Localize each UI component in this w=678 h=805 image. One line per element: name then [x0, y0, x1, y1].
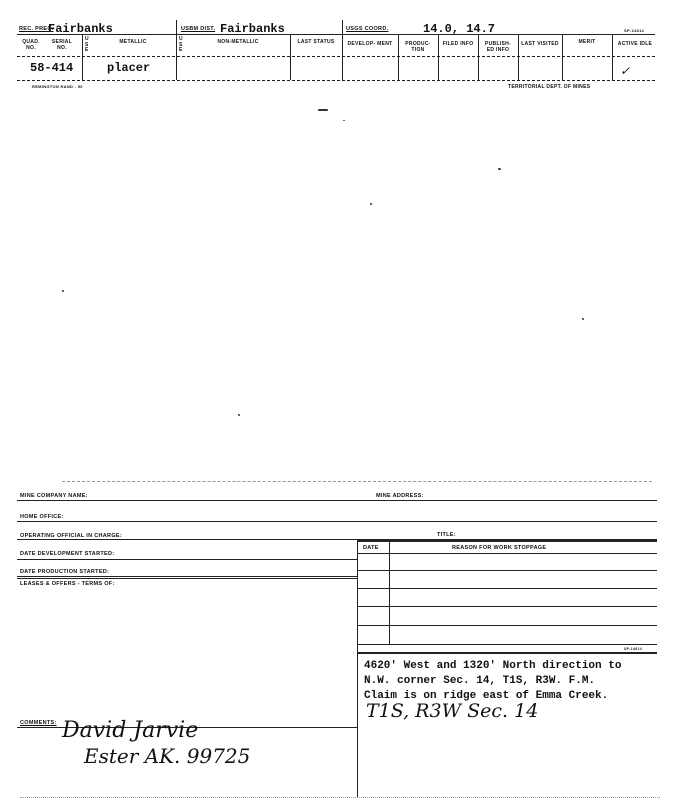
location-note-line-1: 4620' West and 1320' North direction to: [364, 660, 622, 672]
stoppage-row-2: [357, 588, 657, 589]
col-non-metallic: NON-METALLIC: [217, 39, 259, 45]
stoppage-bottom: [357, 652, 657, 654]
col-last-status: LAST STATUS: [297, 39, 335, 45]
speck: [370, 203, 372, 205]
mine-address-label: MINE ADDRESS:: [376, 493, 424, 499]
metallic-value: placer: [107, 61, 151, 75]
header-line-top: [17, 34, 655, 35]
active-idle-mark: ✓: [620, 64, 631, 78]
stoppage-row-4: [357, 625, 657, 626]
form-number-bottom: SP-14614: [624, 647, 642, 651]
col-div-9: [562, 34, 563, 80]
speck: [62, 290, 64, 292]
col-merit: MERIT: [578, 39, 596, 45]
col-filed-info: FILED INFO: [442, 41, 474, 47]
col-div-2: [176, 20, 177, 80]
col-last-visited: LAST VISITED: [521, 41, 559, 47]
stoppage-row-1: [357, 570, 657, 571]
speck: [498, 168, 501, 170]
card-footer-right: TERRITORIAL DEPT. OF MINES: [508, 84, 591, 90]
serial-value: 58-414: [30, 61, 74, 75]
title-label: TITLE:: [437, 532, 456, 538]
col-quad-no: QUAD. NO.: [22, 39, 40, 51]
speck: [318, 109, 328, 111]
col-div-3: [290, 34, 291, 80]
stoppage-row-5: [357, 644, 657, 645]
col-use-right: U S E: [179, 36, 183, 53]
usgs-coord-value: 14.0, 14.7: [423, 22, 496, 36]
stoppage-date-header: DATE: [363, 545, 379, 551]
col-div-5: [398, 34, 399, 80]
mine-company-name-label: MINE COMPANY NAME:: [20, 493, 88, 499]
col-div-1: [82, 34, 83, 80]
stoppage-header-bottom: [357, 553, 657, 554]
col-div-10: [612, 34, 613, 80]
col-div-6: [438, 34, 439, 80]
col-published-info: PUBLISH- ED INFO: [484, 41, 511, 53]
stoppage-left-edge: [357, 540, 358, 652]
handwritten-location: T1S, R3W Sec. 14: [366, 700, 539, 722]
usgs-coord-label: USGS COORD.: [346, 26, 389, 32]
speck: [582, 318, 584, 320]
stoppage-top: [357, 540, 657, 542]
col-use-left: U S E: [85, 36, 89, 53]
card-footer-left: REMINGTON RAND - 50: [32, 84, 83, 89]
usbm-dist-label: USBM DIST.: [181, 26, 216, 32]
speck: [343, 120, 345, 121]
col-div-7: [478, 34, 479, 80]
speck: [238, 414, 240, 416]
line-production: [17, 576, 357, 577]
rec-prec-value: Fairbanks: [48, 22, 113, 36]
comments-label: COMMENTS:: [20, 720, 57, 726]
line-home-office: [17, 521, 657, 522]
home-office-label: HOME OFFICE:: [20, 514, 64, 520]
stoppage-date-col: [389, 540, 390, 644]
col-development: DEVELOP- MENT: [347, 41, 393, 47]
operating-official-label: OPERATING OFFICIAL IN CHARGE:: [20, 533, 122, 539]
col-metallic: METALLIC: [119, 39, 147, 45]
line-company: [17, 500, 657, 501]
location-note-line-2: N.W. corner Sec. 14, T1S, R3W. F.M.: [364, 675, 596, 687]
usbm-dist-value: Fairbanks: [220, 22, 285, 36]
line-development: [17, 559, 357, 560]
leases-offers-label: LEASES & OFFERS - TERMS OF:: [20, 581, 115, 587]
lower-top-dashed: [62, 481, 652, 482]
header-line-mid: [17, 56, 655, 57]
stoppage-row-3: [357, 606, 657, 607]
line-production-2: [17, 578, 357, 579]
header-line-bottom: [17, 80, 655, 81]
form-number-top: SP-14612: [624, 28, 645, 33]
col-div-8: [518, 34, 519, 80]
col-div-4: [342, 20, 343, 80]
location-note-line-3: Claim is on ridge east of Emma Creek.: [364, 690, 609, 702]
stoppage-reason-header: REASON FOR WORK STOPPAGE: [452, 545, 547, 551]
comments-handwriting-2: Ester AK. 99725: [84, 744, 251, 768]
col-active-idle: ACTIVE IDLE: [617, 41, 653, 47]
bottom-noise: [20, 797, 660, 798]
lower-middle-divider: [357, 652, 358, 798]
date-development-label: DATE DEVELOPMENT STARTED:: [20, 551, 115, 557]
col-serial-no: SERIAL NO.: [51, 39, 73, 51]
rec-prec-label: REC. PREC.: [19, 26, 54, 32]
col-production: PRODUC- TION: [405, 41, 431, 53]
comments-handwriting-1: David Jarvie: [62, 718, 199, 743]
date-production-label: DATE PRODUCTION STARTED:: [20, 569, 110, 575]
